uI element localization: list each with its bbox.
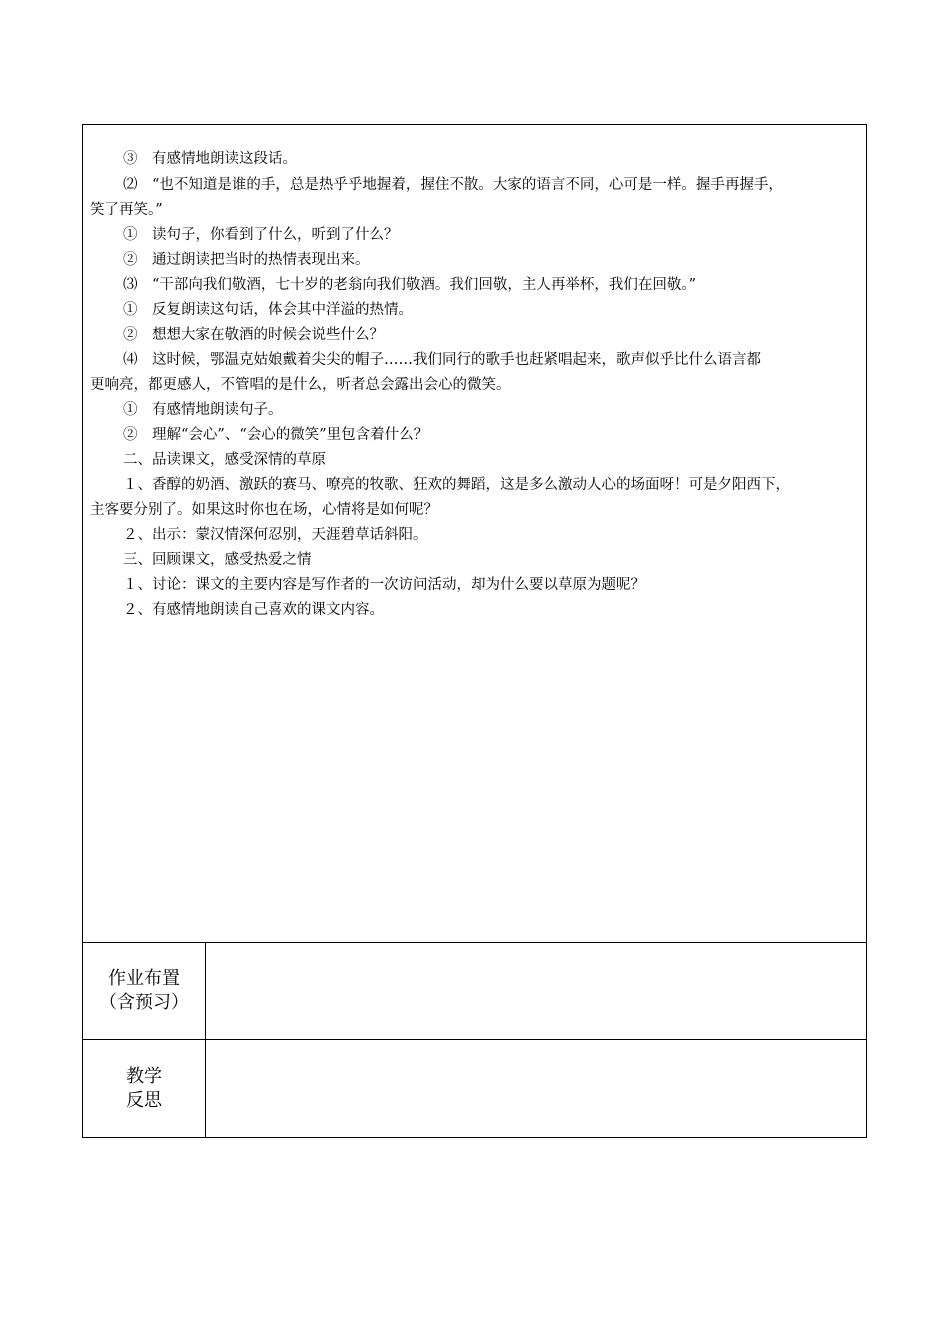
lesson-line: ② 想想大家在敬酒的时候会说些什么？ (123, 327, 384, 343)
section-heading: 三、回顾课文，感受热爱之情 (123, 552, 312, 568)
lesson-line: ② 理解“会心”、“会心的微笑”里包含着什么？ (123, 427, 429, 443)
lesson-content-cell (83, 125, 866, 943)
lesson-line: ⑶ “干部向我们敬酒，七十岁的老翁向我们敬酒。我们回敬，主人再举杯，我们在回敬。” (123, 277, 697, 293)
lesson-line: 主客要分别了。如果这时你也在场，心情将是如何呢？ (90, 502, 438, 518)
reflection-value-cell[interactable] (206, 1040, 866, 1137)
lesson-line: １、香醇的奶酒、激跃的赛马、嘹亮的牧歌、狂欢的舞蹈，这是多么激动人心的场面呀！可是夕阳西下， (123, 477, 790, 493)
homework-label-line1: 作业布置 (108, 968, 180, 989)
lesson-line: ② 通过朗读把当时的热情表现出来。 (123, 252, 370, 268)
lesson-line: ２、出示：蒙汉情深何忍别，天涯碧草话斜阳。 (123, 527, 428, 543)
homework-row (83, 943, 866, 1040)
lesson-line: ① 有感情地朗读句子。 (123, 402, 283, 418)
homework-label (83, 943, 206, 1039)
lesson-plan-table (82, 124, 867, 1138)
lesson-line: ⑵ “也不知道是谁的手，总是热乎乎地握着，握住不散。大家的语言不同，心可是一样。握手再握手， (123, 177, 783, 193)
reflection-label (83, 1040, 206, 1137)
reflection-label-line1: 教学 (126, 1065, 162, 1087)
lesson-line: ③ 有感情地朗读这段话。 (123, 151, 297, 167)
reflection-label-line2: 反思 (126, 1089, 162, 1111)
lesson-line: 更响亮，都更感人，不管唱的是什么，听者总会露出会心的微笑。 (90, 377, 511, 393)
lesson-line: ２、有感情地朗读自己喜欢的课文内容。 (123, 602, 384, 618)
lesson-line: 笑了再笑。” (90, 202, 163, 218)
lesson-line: １、讨论：课文的主要内容是写作者的一次访问活动，却为什么要以草原为题呢？ (123, 577, 645, 593)
homework-label-line2: （含预习） (99, 992, 189, 1013)
lesson-line: ⑷ 这时候，鄂温克姑娘戴着尖尖的帽子……我们同行的歌手也赶紧唱起来，歌声似乎比什么语言都 (123, 352, 761, 368)
homework-value-cell[interactable] (206, 943, 866, 1039)
lesson-line: ① 读句子，你看到了什么，听到了什么？ (123, 227, 399, 243)
lesson-line: ① 反复朗读这句话，体会其中洋溢的热情。 (123, 302, 413, 318)
section-heading: 二、品读课文，感受深情的草原 (123, 452, 326, 468)
reflection-row (83, 1040, 866, 1137)
